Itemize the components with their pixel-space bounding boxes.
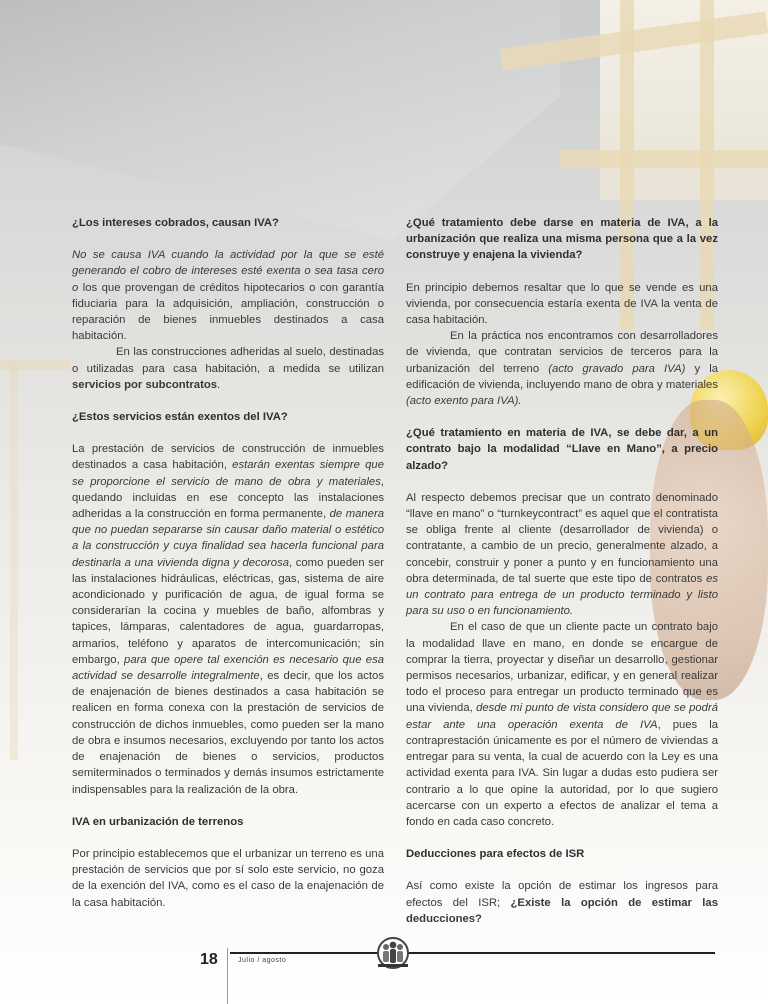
right-column	[406, 215, 718, 927]
wood-beam	[560, 150, 768, 168]
question-heading: ¿Qué tratamiento en materia de IVA, se debe dar, a un contrato bajo la modalidad “Llave en Mano”, a precio alzado?	[406, 427, 718, 472]
paragraph: En principio debemos resaltar que lo que se vende es una vivienda, por consecuencia estaría exenta de IVA la venta de casa habitación.	[406, 281, 718, 327]
paragraph: En las construcciones adheridas al suelo, destinadas o utilizadas para casa habitación, a medida se utilizan servicios por subcontratos.	[72, 346, 384, 391]
paragraph: En la práctica nos encontramos con desarrolladores de vivienda, que contratan servicios de terceros para la urbanización del terreno (acto gravado para IVA) y la edificación de vivienda, incluyendo mano de obra y materiales (acto exento para IVA).	[406, 330, 718, 408]
paragraph: No se causa IVA cuando la actividad por la que se esté generando el cobro de intereses esté exenta o sea tasa cero o los que provengan de créditos hipotecarios o con garantía fiduciaria para la adquisición, ampliación, construcción o reparación de bienes inmuebles destinados a casa habitación.	[72, 249, 384, 343]
question-heading: ¿Los intereses cobrados, causan IVA?	[72, 217, 279, 229]
publisher-logo-icon	[372, 936, 414, 972]
issue-date: Julio / agosto	[238, 957, 287, 964]
paragraph: La prestación de servicios de construcción de inmuebles destinados a casa habitación, estarán exentas siempre que se proporcione el servicio de mano de obra y materiales, quedando incluidas en ese concepto las instalaciones adheridas a la construcción en forma permanente, de manera que no puedan separarse sin causar daño material o estético a la construcción y cuya finalidad sea hacerla funcional para destinarla a una vivienda digna y decorosa, como pueden ser las instalaciones hidráulicas, eléctricas, gas, sistema de aire acondicionado y purificación de agua, de igual forma se considerarían la cocina y muebles de baño, alfombras y tapices, lámparas, calentadores de agua, guardarropas, armarios, teléfono y aparatos de intercomunicación; sin embargo, para que opere tal exención es necesario que esa actividad se desarrolle integralmente, es decir, que los actos de enajenación de bienes destinados a casa habitación se realicen en forma conexa con la prestación de servicios de construcción de dichos inmuebles, como pueden ser la mano de obra e insumos necesarios, excluyendo por tanto los actos de enajenación de bienes o servicios, productos semiterminados o terminados y demás insumos estrictamente indispensables para la realización de la obra.	[72, 443, 384, 796]
paragraph: Por principio establecemos que el urbanizar un terreno es una prestación de servicios que por sí solo este servicio, no goza de la exención del IVA, como es el caso de la enajenación de la casa habitación.	[72, 847, 384, 909]
concrete-wall	[0, 0, 560, 240]
section-heading: IVA en urbanización de terrenos	[72, 815, 244, 828]
question-heading: ¿Estos servicios están exentos del IVA?	[72, 411, 288, 424]
question-heading: ¿Qué tratamiento debe darse en materia de IVA, a la urbanización que realiza una misma persona que a la vez construye y enajena la vivienda?	[406, 217, 718, 262]
footer-divider	[227, 948, 228, 1004]
paragraph: En el caso de que un cliente pacte un contrato bajo la modalidad llave en mano, en donde se encargue de comprar la tierra, proyectar y diseñar un desarrollo, gestionar permisos necesarios, urbanizar, edificar, y en general realizar todo el proceso para entregar un producto terminado que es una vivienda, desde mi punto de vista considero que se podrá estar ante una operación exenta de IVA, pues la contraprestación únicamente es por el número de viviendas a entregar para su venta, la cual de acuerdo con la Ley es una actividad exenta para IVA. Sin lugar a dudas esto pudiera ser contrario a lo que opine la autoridad, por lo que sugiero acercarse con un experto a efectos de analizar el tema a fondo en cada caso concreto.	[406, 621, 718, 828]
paragraph: Así como existe la opción de estimar los ingresos para efectos del ISR; ¿Existe la opción de estimar las deducciones?	[406, 880, 718, 925]
left-column	[72, 215, 384, 911]
paragraph: Al respecto debemos precisar que un contrato denominado “llave en mano” o “turnkeycontract” es aquel que el contratista se obliga frente al cliente (desarrollador de vivienda) o contratante, a cambio de un precio, generalmente alzado, a concebir, construir y poner a punto y en funcionamiento una obra determinada, de tal suerte que este tipo de contratos es un contrato para entrega de un producto terminado y listo para su uso o en funcionamiento.	[406, 491, 718, 618]
page-number: 18	[200, 951, 218, 968]
section-heading: Deducciones para efectos de ISR	[406, 848, 585, 861]
footer-rule	[230, 952, 715, 954]
scaffold-pole	[10, 360, 18, 760]
